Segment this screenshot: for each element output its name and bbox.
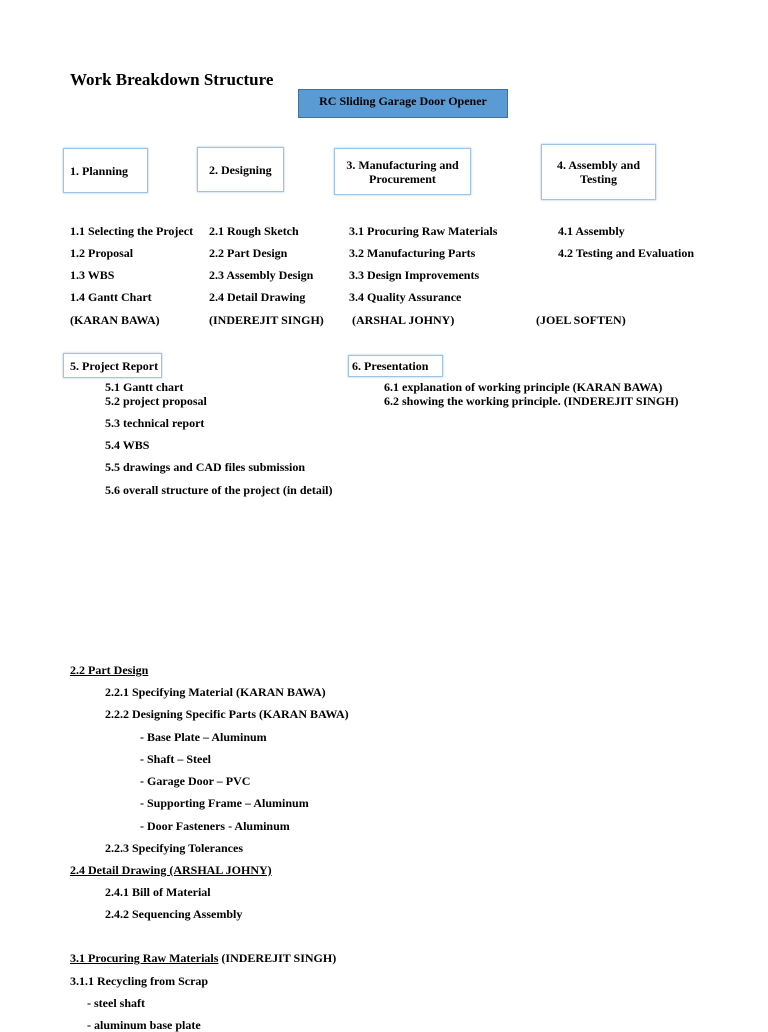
owner-planning: (KARAN BAWA) xyxy=(70,313,160,327)
detail-drawing-heading: 2.4 Detail Drawing (ARSHAL JOHNY) xyxy=(70,863,272,877)
branch-manufacturing-label-line1: 3. Manufacturing and xyxy=(346,157,459,172)
part-item: - Supporting Frame – Aluminum xyxy=(140,796,309,810)
item-3-2: 3.2 Manufacturing Parts xyxy=(349,246,476,260)
part-design-sub-2-2-1: 2.2.1 Specifying Material (KARAN BAWA) xyxy=(105,685,326,699)
detail-drawing-item-2-4-1: 2.4.1 Bill of Material xyxy=(105,885,211,899)
item-2-3: 2.3 Assembly Design xyxy=(209,268,314,282)
item-4-1: 4.1 Assembly xyxy=(558,224,625,238)
report-item-5-1: 5.1 Gantt chart xyxy=(105,380,184,394)
detail-drawing-item-2-4-2: 2.4.2 Sequencing Assembly xyxy=(105,907,243,921)
item-1-1: 1.1 Selecting the Project xyxy=(70,224,194,238)
project-report-box xyxy=(63,353,162,378)
report-item-5-4: 5.4 WBS xyxy=(105,438,150,452)
item-1-4: 1.4 Gantt Chart xyxy=(70,290,152,304)
item-1-3: 1.3 WBS xyxy=(70,268,115,282)
report-item-5-2: 5.2 project proposal xyxy=(105,394,207,408)
branch-planning-label: 1. Planning xyxy=(70,163,129,178)
wbs-root-box: RC Sliding Garage Door Opener xyxy=(298,89,508,118)
branch-assembly-box xyxy=(541,144,656,200)
branch-manufacturing-box xyxy=(334,148,471,195)
procuring-heading-line xyxy=(70,951,336,965)
branch-assembly-label-line2: Testing xyxy=(580,172,617,186)
report-item-5-6: 5.6 overall structure of the project (in detail) xyxy=(105,483,333,497)
procuring-heading-owner: (INDEREJIT SINGH) xyxy=(218,951,337,965)
owner-manufacturing: (ARSHAL JOHNY) xyxy=(352,313,455,327)
procuring-item: - steel shaft xyxy=(87,996,145,1010)
project-report-label: 5. Project Report xyxy=(70,358,159,373)
procuring-item: - aluminum base plate xyxy=(87,1018,201,1032)
item-3-3: 3.3 Design Improvements xyxy=(349,268,480,282)
owner-assembly: (JOEL SOFTEN) xyxy=(536,313,626,327)
item-2-4: 2.4 Detail Drawing xyxy=(209,290,306,304)
branch-designing-label: 2. Designing xyxy=(209,162,272,177)
item-2-1: 2.1 Rough Sketch xyxy=(209,224,299,238)
item-1-2: 1.2 Proposal xyxy=(70,246,134,260)
report-item-5-3: 5.3 technical report xyxy=(105,416,205,430)
presentation-item-6-1: 6.1 explanation of working principle (KARAN BAWA) xyxy=(384,380,663,394)
item-4-2: 4.2 Testing and Evaluation xyxy=(558,246,695,260)
part-design-sub-2-2-2: 2.2.2 Designing Specific Parts (KARAN BAWA) xyxy=(105,707,349,721)
presentation-item-6-2: 6.2 showing the working principle. (INDEREJIT SINGH) xyxy=(384,394,679,408)
part-design-sub-2-2-3: 2.2.3 Specifying Tolerances xyxy=(105,841,244,855)
page-title: Work Breakdown Structure xyxy=(70,70,274,89)
part-design-heading: 2.2 Part Design xyxy=(70,663,149,677)
procuring-sub-3-1-1: 3.1.1 Recycling from Scrap xyxy=(70,974,209,988)
item-3-1: 3.1 Procuring Raw Materials xyxy=(349,224,498,238)
procuring-heading: 3.1 Procuring Raw Materials xyxy=(70,951,219,965)
item-2-2: 2.2 Part Design xyxy=(209,246,288,260)
report-item-5-5: 5.5 drawings and CAD files submission xyxy=(105,460,306,474)
part-item: - Door Fasteners - Aluminum xyxy=(140,819,290,833)
presentation-label: 6. Presentation xyxy=(352,359,429,373)
part-item: - Garage Door – PVC xyxy=(140,774,251,788)
branch-manufacturing-label-line2: Procurement xyxy=(369,171,436,186)
branch-designing-box xyxy=(197,147,284,192)
part-item: - Shaft – Steel xyxy=(140,752,211,766)
part-item: - Base Plate – Aluminum xyxy=(140,730,267,744)
item-3-4: 3.4 Quality Assurance xyxy=(349,290,462,304)
owner-designing: (INDEREJIT SINGH) xyxy=(209,313,324,327)
branch-assembly-label-line1: 4. Assembly and xyxy=(556,158,641,172)
branch-planning-box xyxy=(63,148,148,193)
presentation-box xyxy=(348,355,443,377)
